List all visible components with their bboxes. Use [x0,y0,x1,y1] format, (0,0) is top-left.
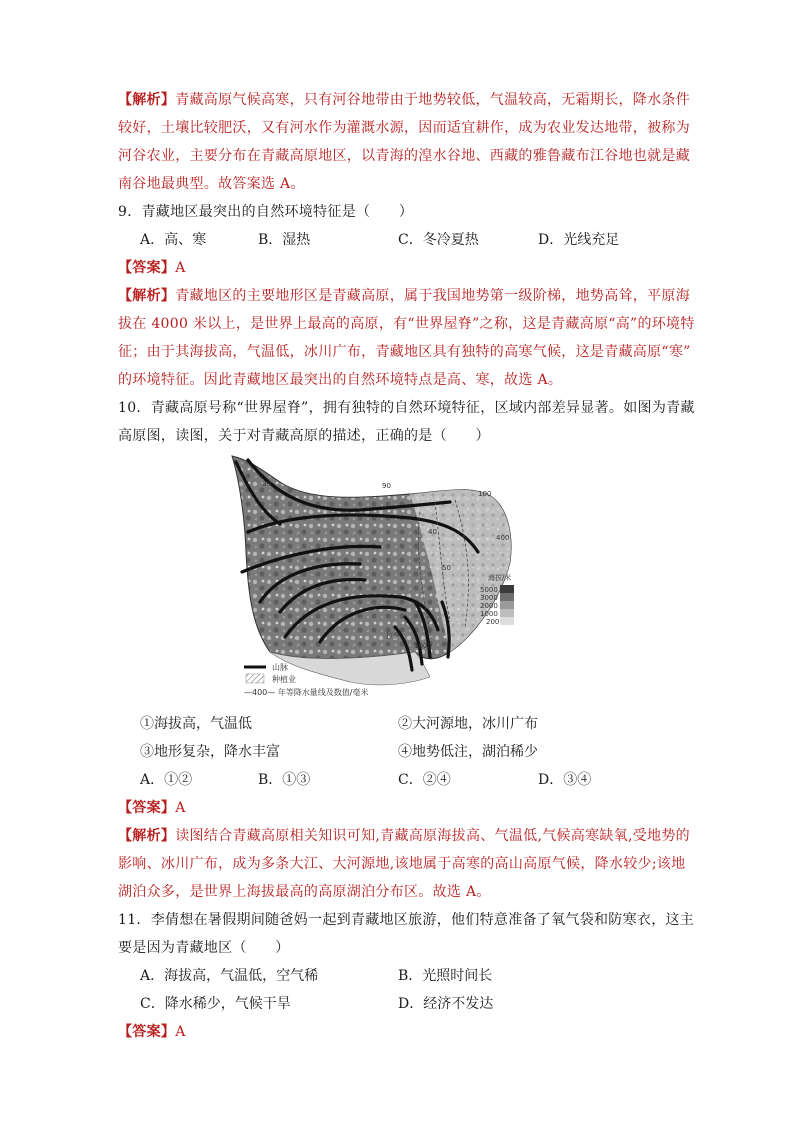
legend-mountain: 山脉 [272,663,288,672]
q9-option-a: A．高、寒 [140,232,207,248]
answer-value: A [175,260,186,276]
elevation-title: 海拔/米 [488,574,512,582]
q9-analysis-line: 拔在 4000 米以上，是世界上最高的高原，有“世界屋脊”之称，这是青藏高原“高”的环境特 [118,316,695,332]
svg-text:1000: 1000 [480,610,498,618]
q8-analysis-line: 较好，土壤比较肥沃，又有河水作为灌溉水源，因而适宜耕作，成为农业发达地带，被称为 [118,120,690,136]
q11-option-d: D．经济不发达 [398,996,494,1012]
worksheet-page [118,86,695,1046]
q9-stem: 9．青藏地区最突出的自然环境特征是（ ） [118,204,414,220]
map-label: 100 [478,490,492,498]
map-label: 拉萨 [386,632,400,640]
q10-options [118,766,678,794]
map-label: 1000 [414,642,432,650]
q10-answer [118,794,678,822]
q10-option-d: D．③④ [538,772,592,788]
q10-stem-line: 10．青藏高原号称“世界屋脊”，拥有独特的自然环境特征，区域内部差异显著。如图为青藏 [118,400,695,416]
q9-option-c: C．冬冷夏热 [398,232,479,248]
q10-statements-row [118,710,678,738]
q11-stem-line: 11．李倩想在暑假期间随爸妈一起到青藏地区旅游，他们特意准备了氧气袋和防寒衣，这主 [118,912,695,928]
q11-options-row [118,962,678,990]
legend-isohyet: —400— 年等降水量线及数值/毫米 [244,688,369,697]
q11-options-row [118,990,678,1018]
svg-text:2000: 2000 [480,602,498,610]
q10-statement-1: ①海拔高，气温低 [140,716,252,732]
q10-stem-line: 高原图，读图，关于对青藏高原的描述，正确的是（ ） [118,428,490,444]
q11-option-b: B．光照时间长 [398,968,493,984]
q11-option-a: A．海拔高，气温低，空气稀 [140,968,319,984]
map-label: 40 [428,528,437,536]
q10-option-a: A．①② [140,772,193,788]
q10-statement-2: ②大河源地，冰川广布 [398,716,538,732]
map-svg [210,452,530,706]
q10-analysis-line: 【解析】读图结合青藏高原相关知识可知,青藏高原海拔高、气温低,气候高寒缺氧,受地势的 [118,828,690,844]
tibet-plateau-map [118,452,678,710]
q9-option-b: B．湿热 [258,232,311,248]
q9-analysis-line: 【解析】青藏地区的主要地形区是青藏高原，属于我国地势第一级阶梯，地势高耸，平原海 [118,288,691,304]
q10-statement-3: ③地形复杂，降水丰富 [140,744,280,760]
map-label: 50 [442,564,451,572]
map-label: 80 [262,480,271,488]
q9-analysis-line: 征；由于其海拔高，气温低，冰川广布，青藏地区具有独特的高寒气候，这是青藏高原“寒” [118,344,691,360]
q8-analysis-line: 【解析】青藏高原气候高寒，只有河谷地带由于地势较低，气温较高，无霜期长，降水条件 [118,92,691,108]
answer-tag: 【答案】 [118,800,176,816]
svg-text:200: 200 [486,618,500,626]
q10-statements-row [118,738,678,766]
q11-stem-line: 要是因为青藏地区（ ） [118,940,290,956]
q9-options [118,226,678,254]
map-label: 90 [382,482,391,490]
q10-option-c: C．②④ [398,772,451,788]
q9-option-d: D．光线充足 [538,232,620,248]
legend-farming: 种植业 [272,675,296,684]
answer-value: A [175,1024,186,1040]
analysis-tag: 【解析】 [118,288,176,304]
q8-analysis-line: 南谷地最典型。故答案选 A。 [118,176,305,192]
q8-analysis-line: 河谷农业，主要分布在青藏高原地区，以青海的湟水谷地、西藏的雅鲁藏布江谷地也就是藏 [118,148,690,164]
analysis-tag: 【解析】 [118,828,176,844]
svg-text:5000: 5000 [480,586,498,594]
answer-value: A [175,800,186,816]
answer-tag: 【答案】 [118,1024,176,1040]
q11-answer [118,1018,678,1046]
q11-option-c: C．降水稀少，气候干旱 [140,996,291,1012]
svg-text:3000: 3000 [480,594,498,602]
q10-option-b: B．①③ [258,772,311,788]
answer-tag: 【答案】 [118,260,176,276]
q10-analysis-line: 湖泊众多，是世界上海拔最高的高原湖泊分布区。故选 A。 [118,884,491,900]
analysis-tag: 【解析】 [118,92,176,108]
q10-analysis-line: 影响、冰川广布，成为多条大江、大河源地,该地属于高寒的高山高原气候，降水较少;该地 [118,856,686,872]
q9-answer [118,254,678,282]
map-label: 400 [496,534,510,542]
q9-analysis-line: 的环境特征。因此青藏地区最突出的自然环境特点是高、寒，故选 A。 [118,372,563,388]
q10-statement-4: ④地势低注，湖泊稀少 [398,744,538,760]
